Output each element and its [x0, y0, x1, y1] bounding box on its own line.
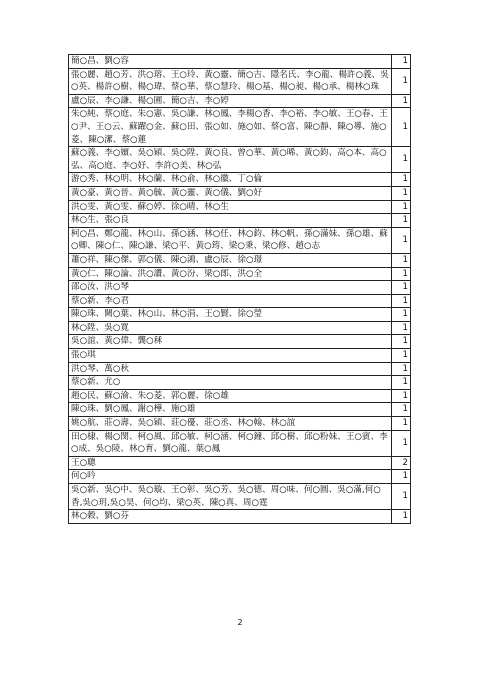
- table-row: [69, 417, 411, 431]
- count-cell: 1: [392, 349, 411, 363]
- donor-names-cell: 王○聰: [69, 456, 392, 470]
- count-cell: 1: [392, 227, 411, 253]
- table-row: [69, 335, 411, 349]
- donor-names-cell: 陳○珠、闕○葉、林○山、林○涓、王○賢、徐○瑩: [69, 308, 392, 322]
- donor-names-cell: 洪○雯、黃○雯、蘇○婷、徐○晴、林○生: [69, 200, 392, 214]
- count-cell: 1: [392, 147, 411, 173]
- donor-names-cell: 趙○民、蘇○渝、朱○菱、郭○麗、徐○雄: [69, 389, 392, 403]
- table-row: [69, 389, 411, 403]
- table-row: [69, 68, 411, 94]
- count-cell: 1: [392, 267, 411, 281]
- donor-names-cell: 田○棣、楊○閔、柯○風、邱○敏、柯○涵、柯○鐘、邱○樹、邱○粉妹、王○賓、李○成、吳○陵、林○育、劉○龍、葉○鳳: [69, 430, 392, 456]
- donor-names-cell: 姚○航、莊○壽、吳○穎、莊○優、莊○丞、林○翰、林○誼: [69, 417, 392, 431]
- table-row: [69, 294, 411, 308]
- count-cell: 1: [392, 430, 411, 456]
- table-row: [69, 470, 411, 484]
- donor-names-cell: 盧○辰、李○謙、楊○圃、簡○吉、李○婷: [69, 94, 392, 108]
- table-row: [69, 55, 411, 69]
- table-body: [69, 55, 411, 524]
- count-cell: 1: [392, 281, 411, 295]
- donor-names-cell: 蘇○義、李○嬪、吳○穎、吳○陞、黃○良、曾○華、黃○晞、黃○鈞、高○本、高○弘、高○庭、李○妤、李許○美、林○弘: [69, 147, 392, 173]
- count-cell: 2: [392, 456, 411, 470]
- table-row: [69, 308, 411, 322]
- count-cell: 1: [392, 108, 411, 147]
- count-cell: 1: [392, 186, 411, 200]
- count-cell: 1: [392, 200, 411, 214]
- table-row: [69, 430, 411, 456]
- donor-names-cell: 何○吟: [69, 470, 392, 484]
- table-row: [69, 456, 411, 470]
- count-cell: 1: [392, 335, 411, 349]
- table-row: [69, 214, 411, 228]
- count-cell: 1: [392, 294, 411, 308]
- donor-names-cell: 蕭○祥、陳○傑、郭○儀、陳○鴻、盧○辰、徐○璟: [69, 253, 392, 267]
- table-row: [69, 173, 411, 187]
- donor-names-cell: 林○穀、劉○芬: [69, 510, 392, 524]
- count-cell: 1: [392, 308, 411, 322]
- count-cell: 1: [392, 68, 411, 94]
- count-cell: 1: [392, 55, 411, 69]
- donor-names-cell: 吳○誼、黃○偉、龔○秝: [69, 335, 392, 349]
- table-row: [69, 510, 411, 524]
- donor-names-cell: 林○陞、吳○寬: [69, 321, 392, 335]
- table-row: [69, 94, 411, 108]
- count-cell: 1: [392, 214, 411, 228]
- table-row: [69, 362, 411, 376]
- count-cell: 1: [392, 94, 411, 108]
- count-cell: 1: [392, 470, 411, 484]
- donor-table: [68, 54, 411, 524]
- table-row: [69, 227, 411, 253]
- count-cell: 1: [392, 173, 411, 187]
- count-cell: 1: [392, 403, 411, 417]
- count-cell: 1: [392, 484, 411, 510]
- donor-names-cell: 張○麗、趙○芳、洪○瑢、王○玲、黃○靈、簡○吉、隱名氏、李○龍、楊許○義、吳○英、楊許○樹、楊○瑋、蔡○華、蔡○慧玲、楊○基、楊○昶、楊○承、楊林○珠: [69, 68, 392, 94]
- donor-names-cell: 朱○純、蔡○庭、朱○憲、吳○謙、林○鳳、李楊○香、李○裕、李○敏、王○春、王○尹、王○云、蘇躍○金、蘇○田、張○如、施○如、蔡○富、陳○靜、陳○導、施○菱、陳○潔、蔡○蓮: [69, 108, 392, 147]
- count-cell: 1: [392, 321, 411, 335]
- count-cell: 1: [392, 510, 411, 524]
- donor-names-cell: 洪○琴、萬○秋: [69, 362, 392, 376]
- table-row: [69, 186, 411, 200]
- page-number: 2: [237, 618, 243, 627]
- table-row: [69, 200, 411, 214]
- donor-names-cell: 黃○豪、黃○晉、黃○毓、黃○靈、黃○儀、劉○好: [69, 186, 392, 200]
- donor-names-cell: 吳○新、吳○中、吳○璇、王○彰、吳○芳、吳○德、周○味、何○圓、吳○滿,何○香,吳○玥,吳○昊、何○均、梁○英、陳○真、周○霆: [69, 484, 392, 510]
- donor-names-cell: 林○生、張○良: [69, 214, 392, 228]
- table-row: [69, 403, 411, 417]
- table-row: [69, 349, 411, 363]
- count-cell: 1: [392, 362, 411, 376]
- donor-names-cell: 蔡○新、李○君: [69, 294, 392, 308]
- table-row: [69, 321, 411, 335]
- count-cell: 1: [392, 417, 411, 431]
- donor-names-cell: 蔡○新、尤○: [69, 376, 392, 390]
- donor-names-cell: 黃○仁、陳○論、洪○讚、黃○汾、梁○郎、洪○全: [69, 267, 392, 281]
- donor-names-cell: 簡○昌、劉○容: [69, 55, 392, 69]
- table-row: [69, 376, 411, 390]
- table-row: [69, 108, 411, 147]
- count-cell: 1: [392, 253, 411, 267]
- donor-names-cell: 柯○昌、鄭○龍、林○山、孫○涵、林○任、林○鈞、林○帆、孫○滿妹、孫○雄、蘇○卿、陳○仁、陳○謙、梁○平、黃○筠、梁○秉、梁○修、趙○志: [69, 227, 392, 253]
- donor-names-cell: 張○琪: [69, 349, 392, 363]
- table-row: [69, 281, 411, 295]
- count-cell: 1: [392, 389, 411, 403]
- table-row: [69, 267, 411, 281]
- donor-names-cell: 陳○珠、劉○鳳、謝○樺、施○雄: [69, 403, 392, 417]
- table-row: [69, 147, 411, 173]
- table-row: [69, 253, 411, 267]
- count-cell: 1: [392, 376, 411, 390]
- donor-names-cell: 游○秀、林○明、林○蘭、林○俞、林○徽、丁○倫: [69, 173, 392, 187]
- table-row: [69, 484, 411, 510]
- donor-names-cell: 邵○汝、洪○琴: [69, 281, 392, 295]
